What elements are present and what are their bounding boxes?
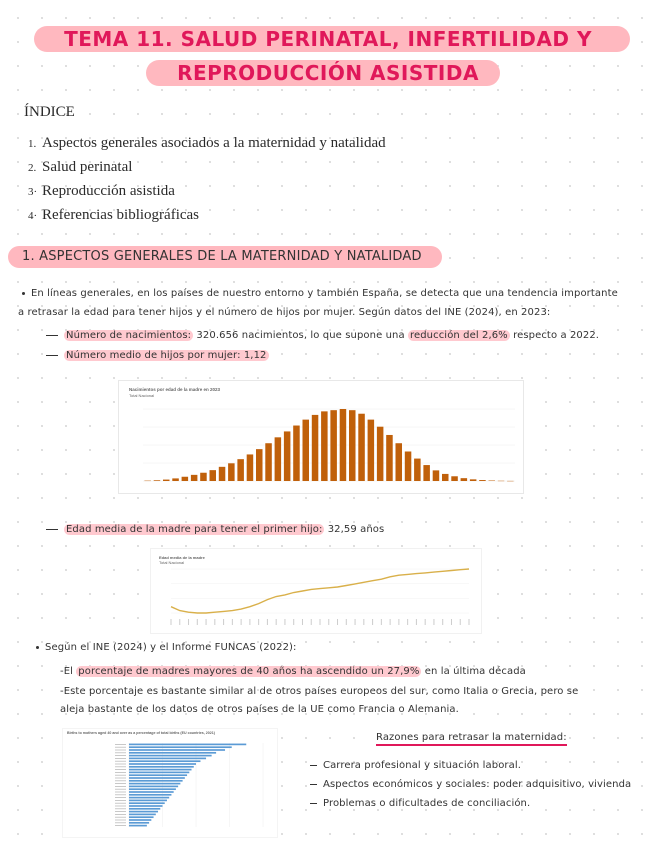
births-bar (358, 414, 365, 481)
births-bar (284, 431, 291, 481)
section-heading: 1. ASPECTOS GENERALES DE LA MATERNIDAD Y NATALIDAD (22, 249, 422, 264)
eu-chart-title: Births to mothers aged 40 and over as a percentage of total births (EU countries, 2021) (67, 731, 215, 735)
index-num: 2. (28, 162, 37, 174)
eu-bar (129, 791, 174, 793)
dash-icon (310, 784, 317, 785)
eu-bar (129, 786, 178, 788)
pct-highlight: porcentaje de madres mayores de 40 años ha ascendido un 27,9% (78, 666, 420, 677)
dash-icon (46, 335, 58, 336)
eu-bar (129, 825, 147, 827)
eu-bar (129, 794, 171, 796)
similar-line-1: -Este porcentaje es bastante similar al de otros países europeos del sur, como Italia o Grecia, pero se (60, 686, 579, 697)
intro-text-1: En líneas generales, en los países de nuestro entorno y también España, se detecta que una tendencia importante (31, 288, 618, 299)
index-label: Salud perinatal (42, 159, 133, 175)
births-bar (340, 409, 347, 481)
dash-icon (46, 355, 58, 356)
births-reduction: reducción del 2,6% (409, 330, 508, 341)
reason-text: Problemas o dificultades de conciliación. (323, 798, 531, 809)
mother-age-line (46, 524, 384, 535)
index-item-2[interactable] (28, 159, 132, 176)
eu-bar (129, 774, 187, 776)
births-bar (349, 410, 356, 481)
eu-bar (129, 763, 196, 765)
eu-bar (129, 800, 167, 802)
eu-bar (129, 777, 185, 779)
births-chart-title: Nacimientos por edad de la madre en 2023 (129, 387, 221, 392)
index-num: 1. (28, 138, 37, 150)
age-chart-title: Edad media de la madre (159, 555, 205, 560)
births-bar (200, 473, 207, 481)
dash-icon (310, 765, 317, 766)
age-chart-plot (151, 549, 481, 633)
index-heading: ÍNDICE (24, 104, 75, 120)
births-bar (405, 451, 412, 481)
births-bar (442, 474, 449, 481)
eu-chart-plot (63, 729, 277, 837)
births-bar (414, 459, 421, 481)
births-end: respecto a 2022. (509, 330, 600, 341)
eu-bar (129, 783, 180, 785)
eu-bar (129, 772, 189, 774)
births-bar (433, 470, 440, 481)
index-num: 3· (28, 186, 38, 198)
similar-line-2: aleja bastante de los datos de otros países de la UE como Francia o Alemania. (60, 704, 459, 715)
eu-bar (129, 811, 158, 813)
reason-item-3 (310, 798, 530, 809)
eu-bar (129, 744, 246, 746)
births-bar (302, 420, 309, 481)
eu-bar (129, 805, 163, 807)
reason-text: Aspectos económicos y sociales: poder adquisitivo, vivienda (323, 779, 632, 790)
index-label: Reproducción asistida (42, 183, 175, 199)
ine-line (36, 642, 297, 653)
births-bar (312, 415, 319, 481)
intro-line-1 (22, 288, 618, 299)
age-chart-subtitle: Total Nacional (159, 560, 185, 565)
eu-bar (129, 819, 151, 821)
index-num: 4· (28, 210, 38, 222)
births-bar (265, 443, 272, 481)
dash-icon (46, 529, 58, 530)
eu-bar (129, 758, 206, 760)
reason-item-1 (310, 760, 521, 771)
pct-prefix: -El (60, 666, 77, 677)
age-chart (150, 548, 482, 634)
eu-bar (129, 780, 183, 782)
births-bar (228, 463, 235, 481)
births-bar (154, 480, 161, 481)
bullet-icon (22, 292, 25, 295)
births-bar (191, 475, 198, 481)
eu-chart (62, 728, 278, 838)
eu-bar (129, 749, 225, 751)
eu-bar (129, 746, 232, 748)
births-line (46, 330, 599, 341)
eu-bar (129, 752, 216, 754)
births-bar (247, 454, 254, 481)
intro-line-2: a retrasar la edad para tener hijos y el número de hijos por mujer. Según datos del INE (2024), en 2023: (18, 307, 551, 318)
births-bar (470, 479, 477, 481)
births-bar (237, 459, 244, 481)
births-bar (321, 411, 328, 481)
births-bar (182, 477, 189, 481)
eu-bar (129, 816, 154, 818)
age-series-line (171, 569, 469, 613)
bullet-icon (36, 646, 39, 649)
births-bar (293, 426, 300, 481)
births-bar (330, 410, 337, 481)
births-bar (377, 427, 384, 481)
births-bar (423, 465, 430, 481)
mother-age-value: 32,59 años (324, 524, 385, 535)
eu-bar (129, 766, 194, 768)
births-bar (479, 480, 486, 481)
page-title-line1: TEMA 11. SALUD PERINATAL, INFERTILIDAD Y (64, 27, 592, 51)
births-bar (395, 443, 402, 481)
births-bar (368, 420, 375, 481)
births-bar (275, 437, 282, 481)
births-bar (163, 480, 170, 481)
pct-end: en la última década (421, 666, 526, 677)
index-item-3[interactable] (28, 183, 175, 200)
eu-bar (129, 802, 165, 804)
children-label: Número medio de hijos por mujer: 1,12 (66, 350, 267, 361)
index-item-1[interactable] (28, 135, 386, 152)
eu-bar (129, 788, 176, 790)
eu-bar (129, 797, 169, 799)
births-bar (386, 435, 393, 481)
births-chart-subtitle: Total Nacional (129, 393, 155, 398)
children-line (46, 350, 269, 361)
mother-age-label: Edad media de la madre para tener el primer hijo: (66, 524, 323, 535)
eu-bar (129, 822, 149, 824)
index-label: Referencias bibliográficas (42, 207, 200, 223)
pct-line (60, 666, 526, 677)
index-label: Aspectos generales asociados a la maternidad y natalidad (42, 135, 386, 151)
reason-item-2 (310, 779, 631, 790)
eu-bar (129, 760, 200, 762)
births-bar (461, 478, 468, 481)
births-bar (172, 478, 179, 481)
births-chart (118, 380, 524, 494)
reasons-title: Razones para retrasar la maternidad: (376, 732, 567, 746)
page-title-line2: REPRODUCCIÓN ASISTIDA (177, 61, 479, 85)
eu-bar (129, 808, 160, 810)
eu-bar (129, 769, 192, 771)
eu-bar (129, 814, 156, 816)
births-bar (219, 467, 226, 481)
reason-text: Carrera profesional y situación laboral. (323, 760, 522, 771)
index-item-4[interactable] (28, 207, 199, 224)
ine-text: Según el INE (2024) y el Informe FUNCAS (2022): (45, 642, 297, 653)
births-chart-plot (119, 381, 523, 493)
births-bar (256, 449, 263, 481)
births-text: 320.656 nacimientos, lo que supone una (193, 330, 408, 341)
eu-bar (129, 755, 212, 757)
dash-icon (310, 803, 317, 804)
births-bar (451, 476, 458, 481)
births-bar (209, 470, 216, 481)
births-label: Número de nacimientos: (66, 330, 192, 341)
